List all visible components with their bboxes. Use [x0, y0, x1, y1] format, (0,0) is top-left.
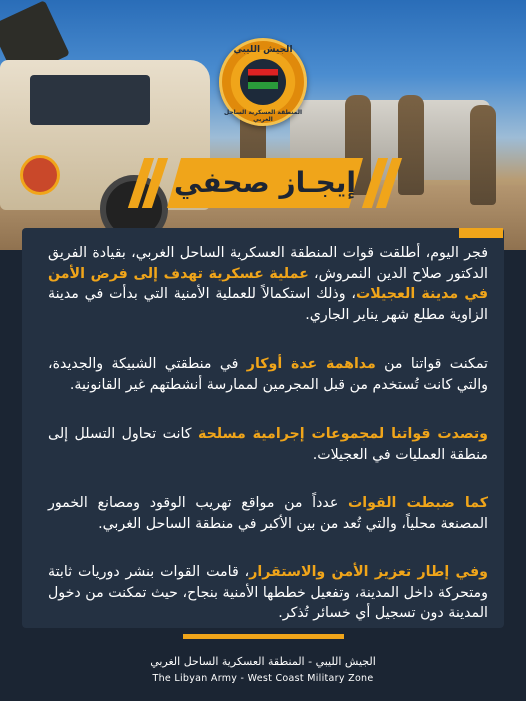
footer-english: The Libyan Army - West Coast Military Zone	[152, 673, 374, 684]
libyan-army-logo	[219, 38, 307, 126]
footer-arabic: الجيش الليبي - المنطقة العسكرية الساحل الغربي	[150, 655, 376, 668]
paragraph-text: في منطقتي الشبيكة والجديدة، والتي كانت تُستخدم من قبل المجرمين لممارسة أنشطتهم غير القانونية.	[48, 356, 488, 393]
page-title: إيجـاز صحفي	[174, 166, 356, 199]
paragraph-text: عدداً من مواقع تهريب الوقود ومصانع الخمور المصنعة محلياً، والتي تُعد من بين الأكبر في منطقة الساحل الغربي.	[48, 495, 488, 532]
footer-divider	[183, 634, 344, 639]
paragraph-text: تمكنت قواتنا من	[375, 356, 488, 372]
paragraph-highlight: كما ضبطت القوات	[347, 495, 488, 511]
libyan-flag-icon	[248, 69, 278, 89]
paragraph-highlight: مداهمة عدة أوكار	[246, 356, 376, 372]
paragraph-5	[48, 562, 488, 624]
paragraph-text: ، قامت القوات بنشر دوريات ثابتة ومتحركة داخل المدينة، وتفعيل خططها الأمنية بنجاح، حيث تمكنت من دخول المدينة دون تسجيل أي خسائر تُذكر.	[48, 564, 488, 621]
paragraph-2	[48, 354, 488, 395]
paragraph-highlight: وتصدت قواتنا لمجموعات إجرامية مسلحة	[197, 426, 488, 442]
paragraph-highlight: وفي إطار تعزيز الأمن والاستقرار	[249, 564, 488, 580]
paragraph-text: كانت تحاول التسلل إلى منطقة العمليات في العجيلات.	[48, 426, 488, 463]
truck-emblem	[20, 155, 60, 195]
paragraph-3	[48, 424, 488, 465]
soldier	[470, 105, 496, 205]
logo-bottom-text: المنطقة العسكرية الساحل الغربي	[223, 109, 303, 123]
soldier	[398, 95, 424, 195]
truck-window	[30, 75, 150, 125]
paragraph-4	[48, 493, 488, 534]
paragraph-1	[48, 243, 488, 325]
paragraph-highlight: عملية عسكرية تهدف إلى فرض الأمن في مدينة العجيلات	[48, 265, 488, 302]
paragraph-text: فجر اليوم، أطلقت قوات المنطقة العسكرية الساحل الغربي، بقيادة الفريق الدكتور صلاح الدين النمروش،	[48, 245, 488, 282]
logo-top-text: الجيش الليبي	[233, 45, 293, 55]
panel-accent	[459, 228, 503, 238]
paragraph-text: ، وذلك استكمالاً للعملية الأمنية التي بدأت في مدينة الزاوية مطلع شهر يناير الجاري.	[48, 286, 488, 323]
